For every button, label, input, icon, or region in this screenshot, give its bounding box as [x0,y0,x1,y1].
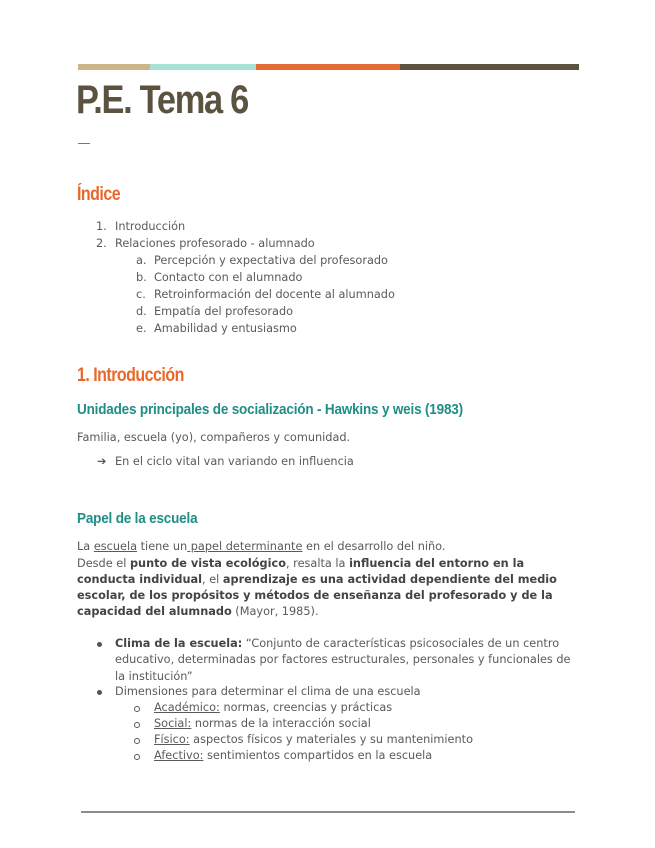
underlined-papel-determinante: papel determinante [187,540,303,553]
footer-divider [81,811,575,813]
bold-clima-escuela: Clima de la escuela: [115,637,243,650]
bold-influencia-entorno: influencia del entorno en la conducta individual [77,556,525,586]
index-subitem-letter: d. [136,305,147,318]
index-subitem-letter: b. [136,271,147,284]
index-item-number: 2. [96,237,107,250]
bullet-clima-escuela: Clima de la escuela: “Conjunto de características psicosociales de un centro educativo, determinadas por factores estructurales, personales y funcionales de la institución” [115,637,571,683]
subheading-unidades: Unidades principales de socialización - Hawkins y weis (1983) [77,401,463,418]
index-subitem-letter: a. [136,254,147,267]
arrow-item-ciclo-vital: En el ciclo vital van variando en influencia [115,455,354,468]
subheading-papel-escuela: Papel de la escuela [77,510,198,527]
dimension-academico: Académico: normas, creencias y prácticas [154,701,393,714]
index-subitem-amabilidad: Amabilidad y entusiasmo [154,322,297,335]
dimension-social: Social: normas de la interacción social [154,717,371,730]
bullet-circle [134,738,140,744]
paragraph-unidades: Familia, escuela (yo), compañeros y comunidad. [77,431,351,444]
color-bar-segment-tan [78,64,150,70]
arrow-icon: ➔ [97,455,107,468]
color-bar-segment-orange [256,64,400,70]
bold-punto-vista-ecologico: punto de vista ecológico [129,556,286,570]
bullet-circle [134,754,140,760]
index-subitem-contacto: Contacto con el alumnado [154,271,303,284]
paragraph-punto-vista-ecologico: Desde el punto de vista ecológico, resalta la influencia del entorno en la conducta individual, el aprendizaje es una actividad dependiente del medio escolar, de los propósitos y métodos de enseñanza del profesorado y de la capacidad del alumnado (Mayor, 1985). [77,556,557,619]
document-title: P.E. Tema 6 [76,78,248,122]
underlined-escuela: escuela [93,540,138,553]
bullet-circle [134,722,140,728]
bold-aprendizaje: aprendizaje es una actividad dependiente del medio escolar, de los propósitos y métodos de enseñanza del profesorado y de la capacidad del alumnado [77,572,557,619]
index-item-relaciones: Relaciones profesorado - alumnado [115,237,315,250]
color-bar-segment-brown [400,64,579,70]
section-heading-introduccion: 1. Introducción [77,365,184,386]
color-bar-segment-mint [150,64,256,70]
index-subitem-retroinformacion: Retroinformación del docente al alumnado [154,288,395,301]
index-subitem-empatia: Empatía del profesorado [154,305,294,318]
bullet-dimensiones: Dimensiones para determinar el clima de una escuela [115,685,421,698]
title-underline-dash [78,143,90,144]
index-subitem-letter: c. [136,288,146,301]
dimension-fisico: Físico: aspectos físicos y materiales y su mantenimiento [154,733,474,746]
header-color-bar [78,64,579,70]
index-heading: Índice [77,184,121,205]
bullet-dot [97,690,102,695]
bullet-dot [97,642,102,647]
dimension-afectivo: Afectivo: sentimientos compartidos en la escuela [154,749,433,762]
index-item-introduccion: Introducción [115,220,186,233]
paragraph-papel-determinante: La escuela tiene un papel determinante en el desarrollo del niño. [77,540,446,553]
index-item-number: 1. [96,220,107,233]
index-subitem-percepcion: Percepción y expectativa del profesorado [154,254,388,267]
bullet-circle [134,706,140,712]
index-subitem-letter: e. [136,322,147,335]
